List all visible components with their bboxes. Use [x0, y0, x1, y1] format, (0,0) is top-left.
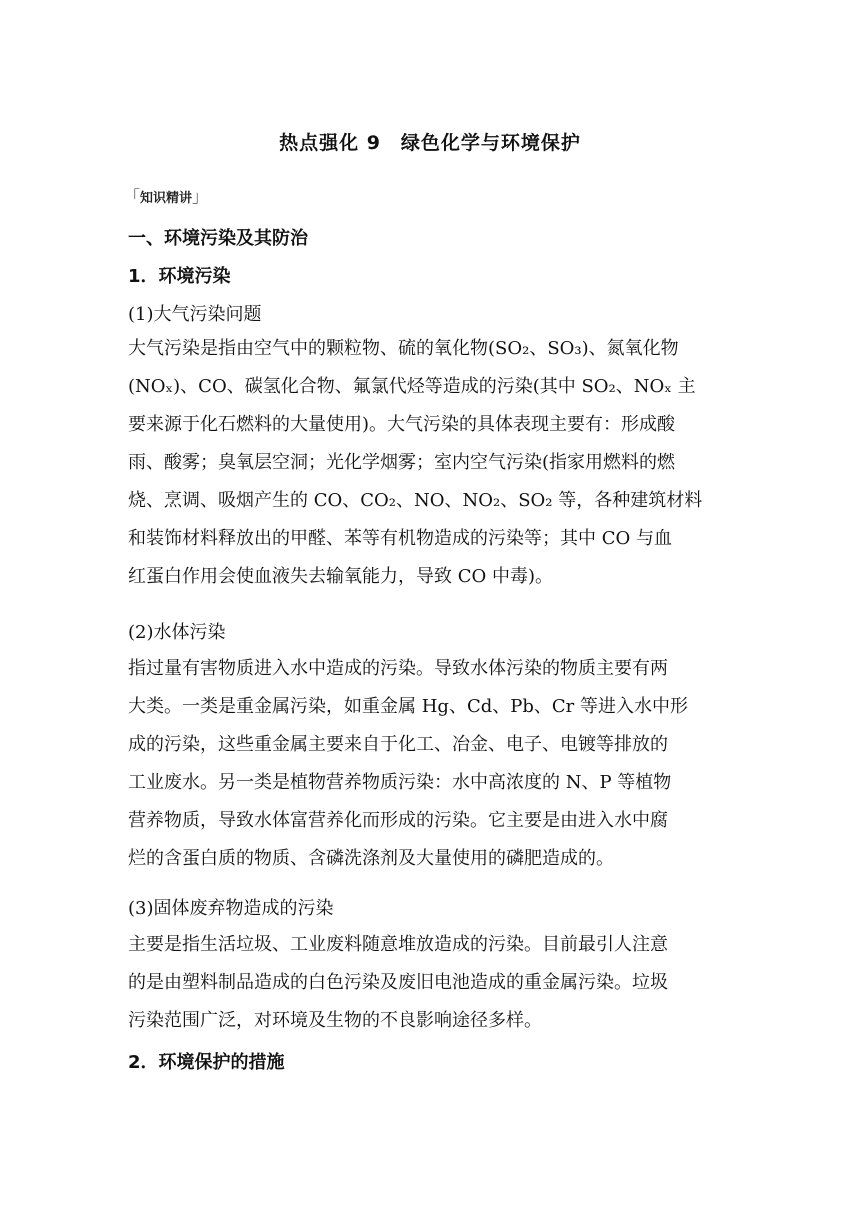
item-heading-solid-waste: (3)固体废弃物造成的污染	[128, 898, 334, 919]
text-line: 要来源于化石燃料的大量使用)。大气污染的具体表现主要有：形成酸	[128, 414, 676, 435]
tag-label: 知识精讲	[140, 191, 193, 206]
text-line: 大类。一类是重金属污染，如重金属 Hg、Cd、Pb、Cr 等进入水中形	[128, 696, 688, 717]
text-line: 的是由塑料制品造成的白色污染及废旧电池造成的重金属污染。垃圾	[128, 972, 668, 993]
text-line: 成的污染，这些重金属主要来自于化工、冶金、电子、电镀等排放的	[128, 734, 668, 755]
tag-bracket-right: 」	[192, 187, 209, 206]
text-line: 烂的含蛋白质的物质、含磷洗涤剂及大量使用的磷肥造成的。	[128, 848, 614, 869]
section-tag	[124, 184, 208, 207]
text-line: 和装饰材料释放出的甲醛、苯等有机物造成的污染等；其中 CO 与血	[128, 528, 672, 549]
text-line: 雨、酸雾；臭氧层空洞；光化学烟雾；室内空气污染(指家用燃料的燃	[128, 452, 676, 473]
text-line: 红蛋白作用会使血液失去输氧能力，导致 CO 中毒)。	[128, 566, 553, 587]
page-title: 热点强化 9 绿色化学与环境保护	[279, 132, 581, 154]
text-line: (NOₓ)、CO、碳氢化合物、氟氯代烃等造成的污染(其中 SO₂、NOₓ 主	[128, 376, 696, 397]
text-line: 指过量有害物质进入水中造成的污染。导致水体污染的物质主要有两	[128, 658, 668, 679]
text-line: 主要是指生活垃圾、工业废料随意堆放造成的污染。目前最引人注意	[128, 934, 668, 955]
text-line: 营养物质，导致水体富营养化而形成的污染。它主要是由进入水中腐	[128, 810, 668, 831]
text-line: 烧、烹调、吸烟产生的 CO、CO₂、NO、NO₂、SO₂ 等，各种建筑材料	[128, 490, 703, 511]
tag-bracket-left: 「	[124, 187, 141, 206]
paragraph-water-pollution	[128, 650, 734, 878]
text-line: 污染范围广泛，对环境及生物的不良影响途径多样。	[128, 1010, 542, 1031]
section-heading: 一、环境污染及其防治	[128, 228, 308, 249]
item-heading-air: (1)大气污染问题	[128, 304, 262, 325]
item-heading-water: (2)水体污染	[128, 622, 226, 643]
paragraph-solid-waste	[128, 926, 734, 1040]
subsection-heading-protection: 2．环境保护的措施	[128, 1052, 285, 1073]
text-line: 工业废水。另一类是植物营养物质污染：水中高浓度的 N、P 等植物	[128, 772, 672, 793]
text-line: 大气污染是指由空气中的颗粒物、硫的氧化物(SO₂、SO₃)、氮氧化物	[128, 338, 679, 359]
paragraph-air-pollution	[128, 330, 734, 596]
subsection-heading-pollution: 1．环境污染	[128, 266, 231, 287]
